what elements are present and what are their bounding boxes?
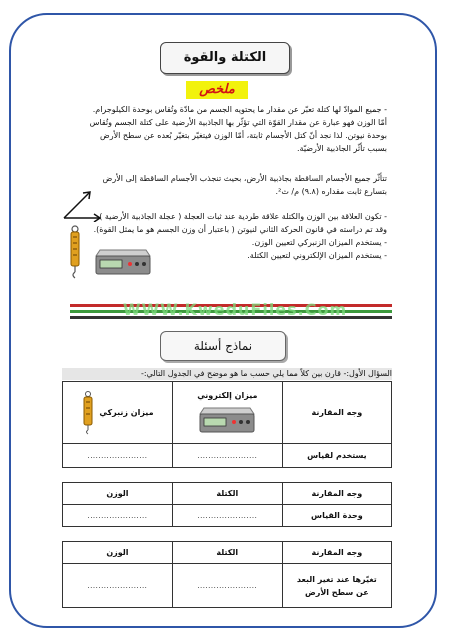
models-heading: نماذج أسئلة <box>160 331 286 361</box>
comparison-table-2 <box>62 482 392 527</box>
answer-blank[interactable]: ...................... <box>172 505 282 527</box>
table-header: الوزن <box>63 542 173 564</box>
answer-blank[interactable]: ...................... <box>63 505 173 527</box>
spring-scale-icon <box>67 225 83 279</box>
text-line: - تكون العلاقة بين الوزن والكتلة علاقة طردية عند ثبات العجلة ( عجلة الجاذبية الأرضية ) <box>99 212 387 221</box>
text-line: أمّا الوزن فهو عبارة عن مقدار القوّة التي تؤثّر بها الجاذبية الأرضية على كتلة الجسم وتُقاس <box>89 118 387 127</box>
text-line: تتأثّر جميع الأجسام الساقطة بجاذبية الأرض، بحيث تنجذب الأجسام الساقطة إلى الأرض <box>102 174 387 183</box>
text-line: بتسارع ثابت مقداره (٩.٨) م/ ث². <box>275 187 387 196</box>
row-label: وحدة القياس <box>282 505 391 527</box>
answer-blank[interactable]: ...................... <box>63 564 173 608</box>
table-header: الوزن <box>63 483 173 505</box>
table-header: وجه المقارنة <box>282 483 391 505</box>
table-header: ميزان زنبركي <box>99 408 154 417</box>
row-label: تغيّرها عند تغير البعد عن سطح الأرض <box>282 564 391 608</box>
table-header: وجه المقارنة <box>282 542 391 564</box>
answer-blank[interactable]: ...................... <box>172 564 282 608</box>
summary-paragraph-1 <box>45 103 387 155</box>
table-header-cell <box>63 382 173 444</box>
text-line: - يستخدم الميزان الإلكتروني لتعيين الكتلة. <box>247 251 387 260</box>
comparison-table-3 <box>62 541 392 608</box>
spring-scale-icon <box>81 391 95 435</box>
table-header-cell <box>172 382 282 444</box>
table-row <box>63 542 392 564</box>
text-line: وقد تم دراسته في قانون الحركة الثاني لنيوتن ( باعتبار أن وزن الجسم هو ما يمثل القوة). <box>93 225 387 234</box>
text-line: بوحدة نيوتن. لذا نجد أنّ كتل الأجسام ثابتة، أمّا الوزن فيتغيّر بتغيّر بُعده عن سطح الأرض <box>100 131 387 140</box>
table-header: الكتلة <box>172 542 282 564</box>
summary-heading: ملخص <box>186 81 248 99</box>
electronic-scale-icon <box>94 246 152 278</box>
comparison-table-1 <box>62 381 392 468</box>
table-row <box>63 444 392 468</box>
answer-blank[interactable]: ...................... <box>172 444 282 468</box>
text-line: بسبب تأثّر الجاذبية الأرضيّة. <box>296 144 387 153</box>
text-line: - يستخدم الميزان الزنبركي لتعيين الوزن. <box>251 238 387 247</box>
table-row <box>63 382 392 444</box>
table-row <box>63 505 392 527</box>
table-header: الكتلة <box>172 483 282 505</box>
page-title: الكتلة والقوة <box>160 42 290 74</box>
answer-blank[interactable]: ...................... <box>63 444 173 468</box>
electronic-scale-icon <box>198 404 256 436</box>
table-header: وجه المقارنة <box>282 382 391 444</box>
table-row <box>63 564 392 608</box>
table-header: ميزان إلكتروني <box>197 391 258 400</box>
text-line: - جميع الموادّ لها كتلة تعبّر عن مقدار ما يحتويه الجسم من مادّة وتُقاس بوحدة الكيلوجرام. <box>92 105 387 114</box>
question-1: السؤال الأول:- قارن بين كلاً مما يلي حسب ما هو موضح في الجدول التالي:- <box>62 368 392 380</box>
watermark: WWW.KweduFiles.Com <box>122 300 348 319</box>
row-label: يستخدم لقياس <box>282 444 391 468</box>
table-row <box>63 483 392 505</box>
